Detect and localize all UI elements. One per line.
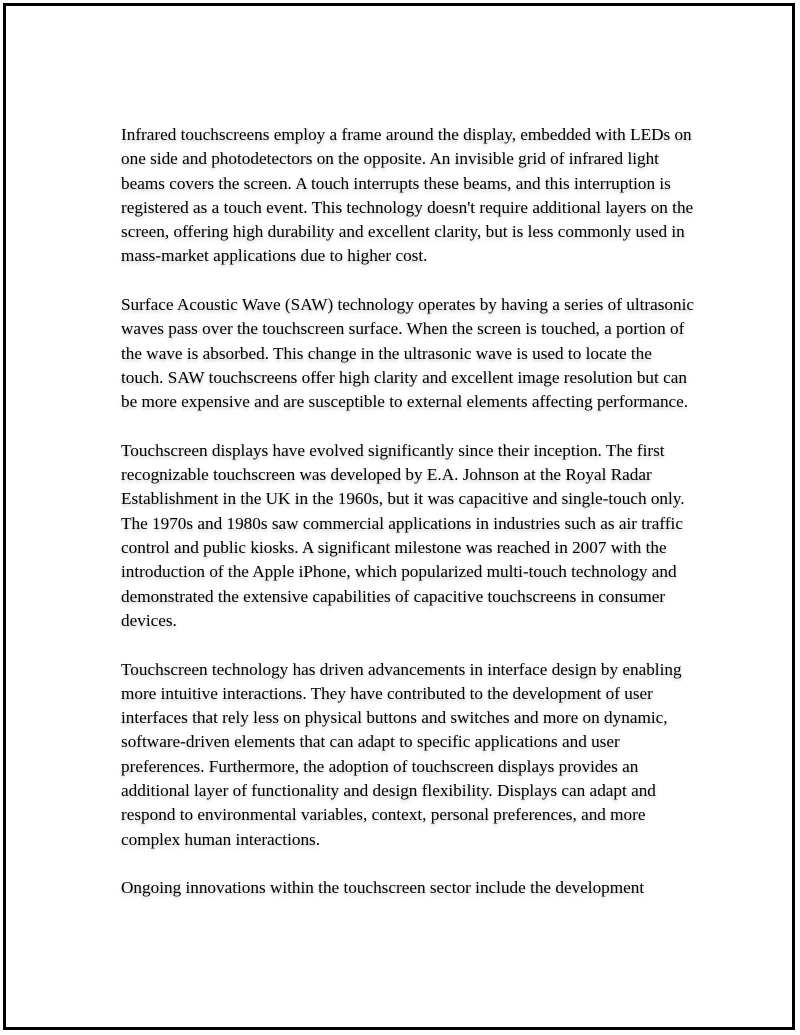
paragraph-infrared-touchscreens: Infrared touchscreens employ a frame around the display, embedded with LEDs on one side and photodetectors on the opposite. An invisible grid of infrared light beams covers the screen. A touch interrupts these beams, and this interruption is registered as a touch event. This technology doesn't require additional layers on the screen, offering high durability and excellent clarity, but is less commonly used in mass-market applications due to higher cost. [121,125,694,266]
document-body [121,123,696,925]
paragraph-surface-acoustic-wave: Surface Acoustic Wave (SAW) technology operates by having a series of ultrasonic waves pass over the touchscreen surface. When the screen is touched, a portion of the wave is absorbed. This change in the ultrasonic wave is used to locate the touch. SAW touchscreens offer high clarity and excellent image resolution but can be more expensive and are susceptible to external elements affecting performance. [121,295,695,412]
paragraph-interface-design: Touchscreen technology has driven advancements in interface design by enabling more intuitive interactions. They have contributed to the development of user interfaces that rely less on physical buttons and switches and more on dynamic, software-driven elements that can adapt to specific applications and user preferences. Furthermore, the adoption of touchscreen displays provides an additional layer of functionality and design flexibility. Displays can adapt and respond to environmental variables, context, personal preferences, and more complex human interactions. [121,659,682,849]
page-frame [3,3,795,1030]
paragraph-touchscreen-history: Touchscreen displays have evolved significantly since their inception. The first recognizable touchscreen was developed by E.A. Johnson at the Royal Radar Establishment in the UK in the 1960s, but it was capacitive and single-touch only. The 1970s and 1980s saw commercial applications in industries such as air traffic control and public kiosks. A significant milestone was reached in 2007 with the introduction of the Apple iPhone, which popularized multi-touch technology and demonstrated the extensive capabilities of capacitive touchscreens in consumer devices. [121,440,685,630]
paragraph-ongoing-innovations: Ongoing innovations within the touchscreen sector include the development [121,878,645,898]
